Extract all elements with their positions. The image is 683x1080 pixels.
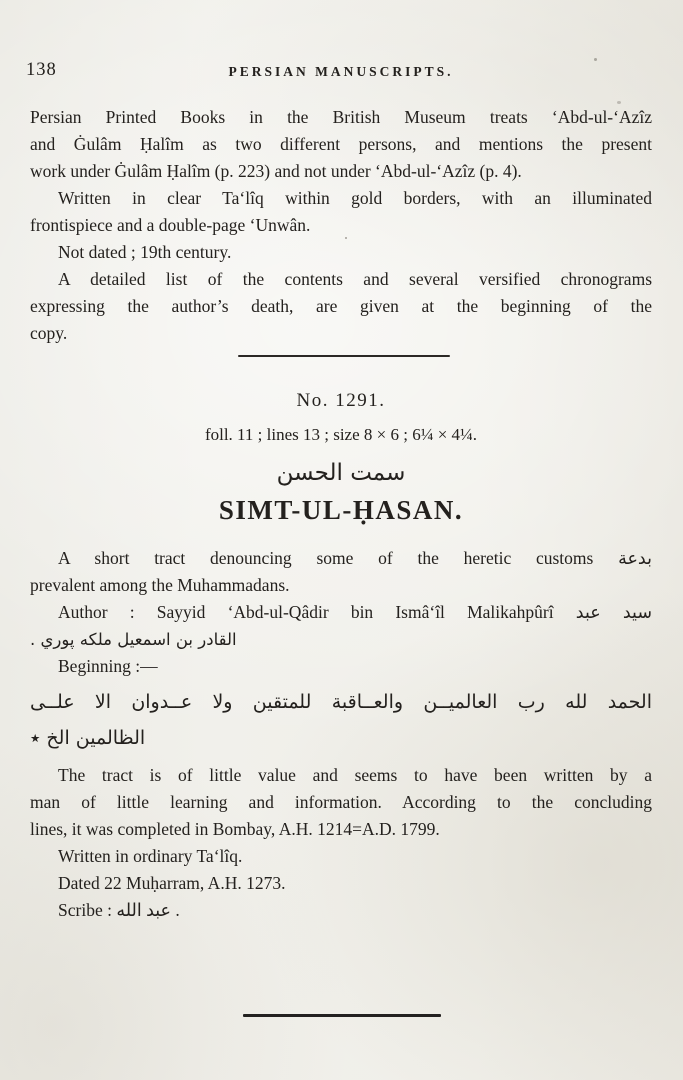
beginning-label: Beginning :— [58,656,158,676]
entry-title-arabic: سمت الحسن [276,460,406,486]
paragraph-line: A detailed list of the contents and several versified chronograms [58,269,652,289]
remarks-line: man of little learning and information. According to the concluding [30,792,652,812]
end-of-entry-rule [243,1014,441,1017]
paragraph-line: frontispiece and a double-page ‘Unwân. [30,215,311,235]
entry-separator-rule [238,355,450,357]
paragraph-line: work under Ġulâm Ḥalîm (p. 223) and not under ‘Abd-ul-‘Azîz (p. 4). [30,161,522,181]
remarks-line: lines, it was completed in Bombay, A.H. 1214=A.D. 1799. [30,819,440,839]
author-line-arabic: القادر بن اسمعيل ملكه پوري . [30,630,237,649]
paragraph-line: and Ġulâm Ḥalîm as two different persons, and mentions the present [30,134,652,154]
page-number: 138 [26,60,57,80]
entry-number-heading: No. 1291. [296,390,386,411]
running-header-title: PERSIAN MANUSCRIPTS. [228,64,454,79]
scan-speck [594,58,597,61]
description-line: prevalent among the Muhammadans. [30,575,290,595]
beginning-quote-arabic-line1: الحمد لله رب العالميــن والعــاقبة للمتقين ولا عــدوان الا علــى [30,691,652,713]
previous-entry-continuation [30,104,652,347]
collation-line: foll. 11 ; lines 13 ; size 8 × 6 ; 6¼ × 4¼. [204,425,478,444]
scan-speck [617,101,621,104]
paragraph-line: Written in clear Ta‘lîq within gold borders, with an illuminated [58,188,652,208]
paragraph-line: Not dated ; 19th century. [58,242,232,262]
entry-1291 [30,389,652,924]
paragraph-line: Persian Printed Books in the British Museum treats ‘Abd-ul-‘Azîz [30,107,652,127]
scan-speck [345,237,347,239]
remarks-line: The tract is of little value and seems to have been written by a [58,765,652,785]
entry-title-heading: SIMT-UL-ḤASAN. [218,495,464,525]
beginning-quote-arabic-line2: الظالمين الخ ٭ [30,727,146,749]
date-note: Dated 22 Muḥarram, A.H. 1273. [58,873,286,893]
page-content [26,0,652,924]
author-line: Author : Sayyid ‘Abd-ul-Qâdir bin Ismâ‘îl Malikahpûrî سيد عبد [58,602,652,622]
description-line: A short tract denouncing some of the heretic customs بدعة [58,548,652,568]
scribe-note: Scribe : عبد الله . [58,900,180,920]
running-header [26,60,652,82]
paragraph-line: copy. [30,323,68,343]
script-note: Written in ordinary Ta‘lîq. [58,846,243,866]
paragraph-line: expressing the author’s death, are given at the beginning of the [30,296,652,316]
